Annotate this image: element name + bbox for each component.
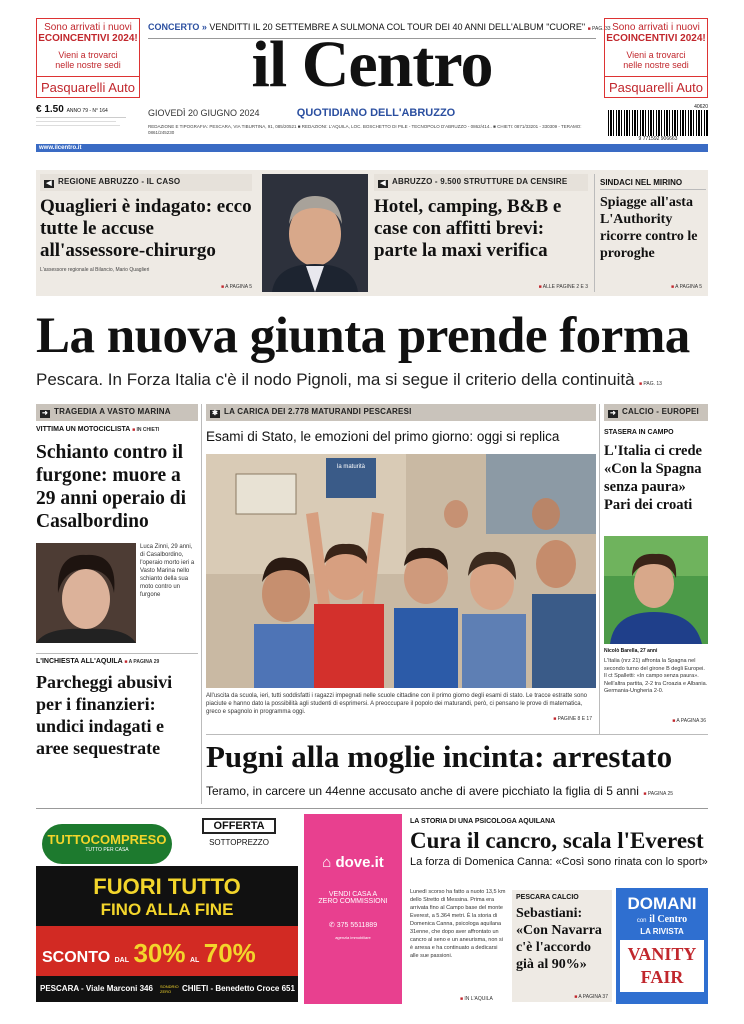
maturandi-photo <box>206 454 596 688</box>
kicker-text: ABRUZZO - 9.500 STRUTTURE DA CENSIRE <box>392 177 568 186</box>
barcode <box>608 104 708 146</box>
right-body: L'Italia (nrz 21) affronta la Spagna nel secondo turno del girone B degli Europei. Il ct Spalletti: «In campo senza paura». Nell'altra partita, 2-2 tra Croazia e Albania. Germania-Ungheria 2-0. <box>604 658 708 694</box>
tutto-loc-small: SONDRIO ZERO <box>160 984 179 994</box>
dove-line2: ZERO COMMISSIONI <box>318 898 388 905</box>
zinni-caption: Luca Zinni, 29 anni, di Casalbordino, l'operaio morto ieri a Vasto Marina nello schianto della sua moto contro un furgone <box>140 544 195 598</box>
ad-line1: Sono arrivati i nuovi <box>44 22 132 33</box>
concerto-page: ■ PAG. 33 <box>588 26 611 32</box>
vanity-word2: FAIR <box>640 967 684 987</box>
bottom-story-body <box>410 888 506 1002</box>
dove-line1: VENDI CASA A <box>328 891 378 898</box>
vanity-word1: VANITY <box>627 944 697 964</box>
masthead-date: GIOVEDÌ 20 GIUGNO 2024 <box>148 108 260 118</box>
main-subhead-line <box>36 370 708 394</box>
vanity-fair-promo[interactable] <box>616 888 708 1004</box>
left-kicker <box>36 404 198 421</box>
ad-line4: nelle nostre sedi <box>623 60 689 70</box>
teaser-mid-headline: Hotel, camping, B&B e case con affitti brevi: parte la maxi verifica <box>374 196 562 261</box>
right-tag: STASERA IN CAMPO <box>604 429 674 436</box>
bottom-subhead: La forza di Domenica Canna: «Così sono rinata con lo sport» <box>410 856 708 868</box>
inquiry-page: ■ A PAGINA 29 <box>124 659 159 665</box>
ad-line3: Vieni a trovarci <box>58 50 118 60</box>
tutto-al: AL <box>189 957 200 964</box>
tutto-pct2: 70% <box>203 938 256 968</box>
second-page: ■ PAGINA 25 <box>643 791 673 797</box>
concerto-label: CONCERTO <box>148 22 200 32</box>
ad-line4: nelle nostre sedi <box>55 60 121 70</box>
website-bar[interactable] <box>36 144 708 152</box>
ad-line2: ECOINCENTIVI 2024! <box>38 33 138 44</box>
teaser-left-page: ■ A PAGINA 5 <box>221 284 252 290</box>
tutto-dal: DAL <box>114 957 129 964</box>
teaser-left-kicker <box>40 174 252 191</box>
phone-icon: ✆ <box>328 922 335 929</box>
offer-sub: SOTTOPREZZO <box>209 838 269 847</box>
barcode-top: 40620 <box>694 104 708 110</box>
teaser-mid[interactable] <box>374 174 590 292</box>
col-divider-right <box>599 404 600 734</box>
main-subhead: Pescara. In Forza Italia c'è il nodo Pignoli, ma si segue il criterio della continuità <box>36 370 635 389</box>
right-page: ■ A PAGINA 36 <box>672 718 706 724</box>
tutto-line1: FUORI TUTTO <box>93 874 241 899</box>
center-page: ■ PAGINE 8 E 17 <box>553 716 592 722</box>
kicker-text: REGIONE ABRUZZO - IL CASO <box>58 177 181 186</box>
left-column[interactable] <box>36 404 198 804</box>
barella-photo <box>604 536 708 644</box>
second-subhead: Teramo, in carcere un 44enne accusato anche di avere picchiato la figlia di 5 anni <box>206 784 639 798</box>
right-kicker <box>604 404 708 421</box>
inquiry-headline: Parcheggi abusivi per i finanzieri: undici indagati e aree sequestrate <box>36 672 173 758</box>
arrow-right-icon: ➜ <box>41 410 49 417</box>
center-column[interactable] <box>206 404 596 734</box>
dove-phone: 375 5511889 <box>336 922 378 929</box>
teaser-left-headline: Quaglieri è indagato: ecco tutte le accuse all'assessore-chirurgo <box>40 196 252 261</box>
website[interactable]: www.ilcentro.it <box>39 145 82 151</box>
tutto-brand-sub: TUTTO PER CASA <box>85 847 129 853</box>
left-tag: VITTIMA UN MOTOCICLISTA <box>36 426 131 433</box>
tutto-loc2: CHIETI - Benedetto Croce 651 <box>182 984 295 993</box>
dove-logo-icon: ⌂ <box>322 854 332 871</box>
teaser-mid-page: ■ ALLE PAGINE 2 E 3 <box>539 284 588 290</box>
price: € 1.50 <box>36 104 64 115</box>
masthead-title: il Centro <box>251 28 493 101</box>
col-divider-left <box>201 404 202 804</box>
dove-small: agenzia immobiliare <box>335 935 371 940</box>
teaser-right[interactable] <box>600 174 706 292</box>
ad-line2: ECOINCENTIVI 2024! <box>606 33 706 44</box>
teaser-right-headline: Spiagge all'asta L'Authority ricorre contro le proroghe <box>600 195 698 261</box>
masthead-subtitle: QUOTIDIANO DELL'ABRUZZO <box>296 107 456 119</box>
teaser-right-kicker: SINDACI NEL MIRINO <box>600 174 706 190</box>
teaser-mid-kicker <box>374 174 588 191</box>
barcode-digits: 9 771592 906663 <box>638 136 678 142</box>
star-icon: ✱ <box>211 410 219 417</box>
main-headline[interactable]: La nuova giunta prende forma <box>36 308 690 364</box>
speaker-icon: ◀ <box>44 180 54 188</box>
vanity-domani: DOMANI <box>627 894 697 913</box>
calcio-kicker: PESCARA CALCIO <box>516 894 579 901</box>
vanity-rivista: LA RIVISTA <box>640 927 684 936</box>
bottom-body: Lunedì scorso ha fatto a nuoto 13,5 km dello Stretto di Messina. Prima era arrivata fino al Campo base del monte Everest, a 5.364 metri. È la storia di Domenica Canna, psicologa aquilana 31enne, che dopo aver affrontato un cancro al seno e un aneurisma, non si è arresa e ha continuato a dedicarsi alle sue passioni. <box>410 889 506 959</box>
maturita-sign: la maturità <box>336 464 365 470</box>
second-story-rule <box>206 734 708 735</box>
main-page: ■ PAG. 13 <box>639 381 662 387</box>
second-headline[interactable]: Pugni alla moglie incinta: arrestato <box>206 739 673 774</box>
speaker-icon: ◀ <box>378 180 388 188</box>
vanity-centro: il Centro <box>649 914 688 925</box>
vanity-cover <box>620 940 704 992</box>
bottom-page: ■ IN L'AQUILA <box>460 996 493 1002</box>
quaglieri-photo <box>262 174 368 292</box>
ad-line1: Sono arrivati i nuovi <box>612 22 700 33</box>
kicker-text: LA CARICA DEI 2.778 MATURANDI PESCARESI <box>224 407 412 416</box>
vanity-con: con <box>636 918 647 924</box>
center-caption: All'uscita da scuola, ieri, tutti soddisfatti i ragazzi impegnati nelle scuole cittadine con il primo giorno degli esami di stato. Le tracce estratte sono piaciute e hanno dato la possibilità agli studenti di esprimersi. A preoccupare il popolo dei maturandi, però, ci pensano le prove di matematica, greco e spagnolo in programma oggi. <box>206 693 588 715</box>
zinni-photo <box>36 543 136 643</box>
tuttocompreso-ad[interactable] <box>36 814 298 1004</box>
kicker-text: CALCIO - EUROPEI <box>622 407 699 416</box>
calcio-headline: Sebastiani: «Con Navarra c'è l'accordo già al 90%» <box>516 906 602 972</box>
center-headline: Esami di Stato, le emozioni del primo giorno: oggi si replica <box>206 429 560 444</box>
calcio-page: ■ A PAGINA 37 <box>574 994 608 1000</box>
center-kicker <box>206 404 596 421</box>
bottom-story[interactable] <box>410 818 708 888</box>
left-headline: Schianto contro il furgone: muore a 29 anni operaio di Casalbordino <box>36 442 187 532</box>
price-box <box>36 104 140 140</box>
redazione-text: REDAZIONE E TIPOGRAFIA: PESCARA, VIA TIBURTINA, 91, 085/20521 ■ REDAZIONI: L'AQUILA, LOC. BOSCHETTO DI PILE - TECNOPOLO D'ABRUZZO - 0862/414.. ■ CHIETI: 0871/33201 - 330309 - TERAMO: 0861/245230 <box>148 124 582 135</box>
second-subhead-line <box>206 782 708 800</box>
ad-brand: Pasquarelli Auto <box>37 76 139 95</box>
dove-ad[interactable] <box>304 814 402 1004</box>
tutto-sconto: SCONTO <box>42 949 111 966</box>
tutto-pct1: 30% <box>133 938 186 968</box>
bottom-calcio[interactable] <box>512 890 612 1002</box>
teaser-right-page: ■ A PAGINA 5 <box>671 284 702 290</box>
bottom-headline: Cura il cancro, scala l'Everest <box>410 828 704 853</box>
tutto-line2: FINO ALLA FINE <box>100 900 234 919</box>
teaser-divider <box>594 174 595 292</box>
tutto-sconto-row <box>42 938 256 969</box>
left-tag-loc: ■ IN CHIETI <box>132 427 159 433</box>
price-meta: ANNO 79 - N° 164 <box>66 108 108 114</box>
right-column[interactable] <box>604 404 708 734</box>
teaser-left-caption: L'assessore regionale al Bilancio, Mario Quaglieri <box>40 267 150 273</box>
chevrons-icon: » <box>201 22 207 32</box>
ad-brand: Pasquarelli Auto <box>605 76 707 95</box>
offer-title: OFFERTA <box>202 818 276 834</box>
bottom-kicker: LA STORIA DI UNA PSICOLOGA AQUILANA <box>410 818 556 825</box>
bottom-section-rule <box>36 808 708 809</box>
barella-caption: Nicolò Barella, 27 anni <box>604 648 658 654</box>
teaser-left[interactable] <box>40 174 256 292</box>
tutto-loc1: PESCARA - Viale Marconi 346 <box>40 984 153 993</box>
right-headline: L'Italia ci crede «Con la Spagna senza paura» Pari dei croati <box>604 443 702 513</box>
dove-brand: dove.it <box>335 854 384 871</box>
arrow-right-icon: ➜ <box>609 410 617 417</box>
tutto-logo <box>42 824 172 864</box>
tutto-brand: TUTTOCOMPRESO <box>47 832 167 847</box>
top-left-ad[interactable] <box>36 18 140 98</box>
concerto-text: VENDITTI IL 20 SETTEMBRE A SULMONA COL TOUR DEI 40 ANNI DELL'ALBUM "CUORE" <box>209 22 586 32</box>
ad-line3: Vieni a trovarci <box>626 50 686 60</box>
top-right-ad[interactable] <box>604 18 708 98</box>
inquiry-kicker: L'INCHIESTA ALL'AQUILA <box>36 658 123 665</box>
kicker-text: TRAGEDIA A VASTO MARINA <box>54 407 171 416</box>
